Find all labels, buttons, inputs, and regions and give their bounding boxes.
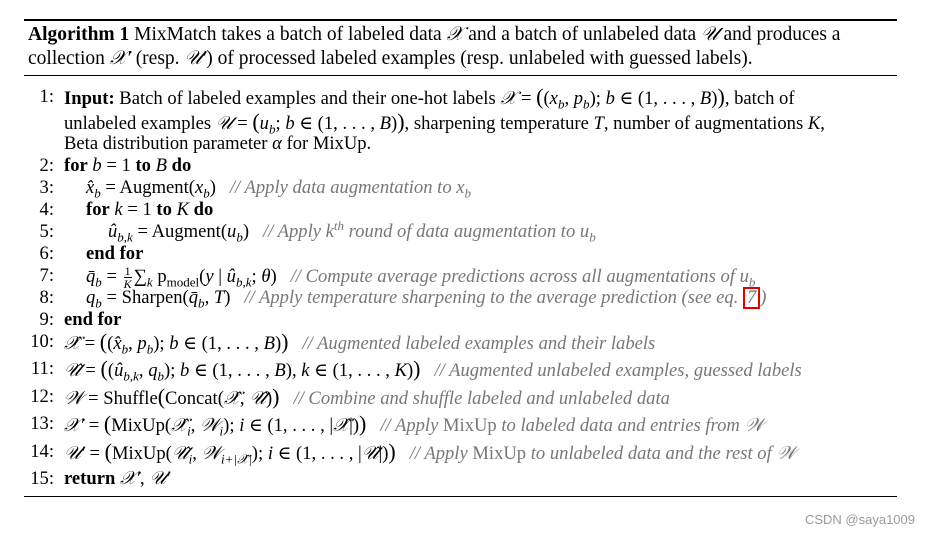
watermark: CSDN @saya1009: [804, 512, 915, 527]
algorithm-label: Algorithm 1: [28, 24, 130, 45]
bottom-rule: [24, 496, 897, 497]
caption-rule: [24, 75, 897, 76]
algorithm-caption: Algorithm 1 MixMatch takes a batch of labeled data 𝒳 and a batch of unlabeled data 𝒰 and produces a collection 𝒳′ (resp. 𝒰′) of processed labeled examples (resp. unlabeled with guessed labels).: [28, 24, 841, 69]
comment: // Apply MixUp to labeled data and entries from 𝒲: [380, 415, 764, 436]
comment: // Apply temperature sharpening to the average prediction (see eq. 7 ): [244, 287, 767, 308]
comment: // Apply $k^{th}$ round of data augmentation to $u_b$: [262, 217, 596, 245]
comment: // Combine and shuffle labeled and unlabeled data: [293, 388, 670, 409]
comment: // Augmented labeled examples and their labels: [302, 333, 656, 354]
comment: // Apply data augmentation to $x_b$: [229, 177, 472, 201]
comment: // Apply MixUp to unlabeled data and the rest of 𝒲: [409, 443, 796, 464]
comment: // Augmented unlabeled examples, guessed labels: [434, 360, 802, 381]
comment: // Compute average predictions across all augmentations of $u_b$: [290, 265, 756, 290]
equation-reference-link[interactable]: 7: [743, 287, 760, 309]
top-rule: [24, 19, 897, 21]
